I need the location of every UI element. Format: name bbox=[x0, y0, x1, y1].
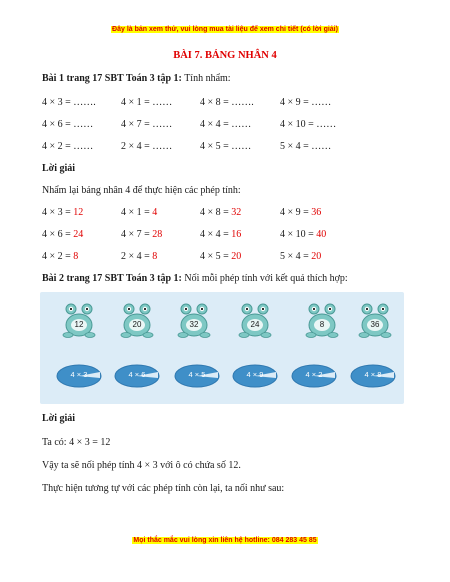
lily-pad-5 bbox=[291, 364, 337, 388]
solution-answer: 20 bbox=[231, 251, 242, 262]
solution-expr: 5 × 4 = bbox=[280, 251, 312, 262]
solution-1-cell bbox=[280, 229, 326, 240]
solution-1-cell bbox=[200, 229, 241, 240]
solution-expr: 4 × 5 = bbox=[200, 251, 232, 262]
solution-expr: 4 × 1 = bbox=[121, 207, 153, 218]
frog-number: 36 bbox=[370, 320, 380, 329]
exercise-1-cell: 4 × 3 = ……. bbox=[42, 97, 96, 108]
solution-expr: 4 × 8 = bbox=[200, 207, 232, 218]
preview-banner bbox=[0, 26, 450, 33]
hotline-banner-text: Mọi thắc mắc vui lòng xin liên hệ hotline: 084 283 45 85 bbox=[133, 537, 317, 544]
solution-1-cell bbox=[200, 207, 241, 218]
frog-icon bbox=[238, 300, 272, 338]
lily-pad-1 bbox=[56, 364, 102, 388]
frog-5 bbox=[305, 300, 339, 338]
exercise-1-cell: 4 × 8 = ……. bbox=[200, 97, 254, 108]
lily-pad-expression: 4 × 9 bbox=[246, 370, 264, 379]
lily-pad-3 bbox=[174, 364, 220, 388]
solution-answer: 12 bbox=[73, 207, 84, 218]
exercise-2-prompt bbox=[42, 273, 348, 284]
frog-1 bbox=[62, 300, 96, 338]
solution-1-intro: Nhẩm lại bảng nhân 4 để thực hiện các phép tính: bbox=[42, 185, 241, 196]
frog-icon bbox=[358, 300, 392, 338]
exercise-1-cell: 4 × 9 = …… bbox=[280, 97, 332, 108]
lily-pad-6 bbox=[350, 364, 396, 388]
frog-number: 20 bbox=[132, 320, 142, 329]
solution-1-cell bbox=[280, 207, 321, 218]
lily-pad-expression: 4 × 3 bbox=[70, 370, 88, 379]
frog-number: 8 bbox=[319, 320, 325, 329]
solution-expr: 4 × 6 = bbox=[42, 229, 74, 240]
solution-answer: 20 bbox=[311, 251, 322, 262]
exercise-1-label: Bài 1 trang 17 SBT Toán 3 tập 1: bbox=[42, 73, 182, 84]
lily-pad-2 bbox=[114, 364, 160, 388]
lesson-title: BÀI 7. BẢNG NHÂN 4 bbox=[173, 50, 277, 61]
exercise-1-cell: 4 × 4 = …… bbox=[200, 119, 252, 130]
solution-expr: 4 × 3 = bbox=[42, 207, 74, 218]
exercise-2-label: Bài 2 trang 17 SBT Toán 3 tập 1: bbox=[42, 273, 182, 284]
frog-number: 32 bbox=[189, 320, 199, 329]
solution-1-cell bbox=[121, 251, 157, 262]
solution-answer: 16 bbox=[231, 229, 242, 240]
frog-icon bbox=[305, 300, 339, 338]
hotline-banner bbox=[0, 537, 450, 544]
frog-2 bbox=[120, 300, 154, 338]
frog-icon bbox=[62, 300, 96, 338]
solution-answer: 28 bbox=[152, 229, 163, 240]
frog-number: 12 bbox=[74, 320, 84, 329]
frog-6 bbox=[358, 300, 392, 338]
solution-1-cell bbox=[280, 251, 321, 262]
solution-1-cell bbox=[121, 207, 157, 218]
solution-expr: 4 × 9 = bbox=[280, 207, 312, 218]
exercise-1-cell: 4 × 5 = …… bbox=[200, 141, 252, 152]
frog-icon bbox=[120, 300, 154, 338]
solution-2-line: Thực hiện tương tự với các phép tính còn lại, ta nối như sau: bbox=[42, 483, 285, 494]
solution-1-cell bbox=[121, 229, 162, 240]
lily-pad-expression: 4 × 2 bbox=[305, 370, 323, 379]
solution-expr: 4 × 7 = bbox=[121, 229, 153, 240]
solution-answer: 4 bbox=[152, 207, 158, 218]
lily-pad-4 bbox=[232, 364, 278, 388]
frog-number: 24 bbox=[250, 320, 260, 329]
exercise-1-cell: 4 × 6 = …… bbox=[42, 119, 94, 130]
solution-expr: 4 × 10 = bbox=[280, 229, 317, 240]
solution-1-heading: Lời giải bbox=[42, 163, 76, 174]
exercise-1-cell: 2 × 4 = …… bbox=[121, 141, 173, 152]
solution-1-cell bbox=[200, 251, 241, 262]
solution-expr: 4 × 2 = bbox=[42, 251, 74, 262]
exercise-1-cell: 4 × 1 = …… bbox=[121, 97, 173, 108]
lily-pad-expression: 4 × 8 bbox=[364, 370, 382, 379]
solution-1-cell bbox=[42, 251, 78, 262]
frog-3 bbox=[177, 300, 211, 338]
frog-matching-illustration bbox=[40, 292, 404, 404]
exercise-1-cell: 4 × 10 = …… bbox=[280, 119, 337, 130]
frog-icon bbox=[177, 300, 211, 338]
solution-answer: 36 bbox=[311, 207, 322, 218]
solution-answer: 8 bbox=[73, 251, 79, 262]
solution-expr: 4 × 4 = bbox=[200, 229, 232, 240]
exercise-1-cell: 4 × 7 = …… bbox=[121, 119, 173, 130]
solution-answer: 8 bbox=[152, 251, 158, 262]
solution-answer: 24 bbox=[73, 229, 84, 240]
exercise-1-cell: 5 × 4 = …… bbox=[280, 141, 332, 152]
frog-4 bbox=[238, 300, 272, 338]
solution-2-line: Ta có: 4 × 3 = 12 bbox=[42, 437, 111, 448]
solution-expr: 2 × 4 = bbox=[121, 251, 153, 262]
exercise-2-text: Nối mỗi phép tính với kết quả thích hợp: bbox=[184, 273, 348, 284]
exercise-1-prompt bbox=[42, 73, 231, 84]
exercise-1-cell: 4 × 2 = …… bbox=[42, 141, 94, 152]
solution-2-line: Vậy ta sẽ nối phép tính 4 × 3 với ô có chứa số 12. bbox=[42, 460, 241, 471]
preview-banner-text: Đây là bản xem thử, vui lòng mua tài liệu để xem chi tiết (có lời giải) bbox=[112, 26, 338, 33]
solution-2-heading: Lời giải bbox=[42, 413, 76, 424]
exercise-1-text: Tính nhẩm: bbox=[184, 73, 231, 84]
solution-1-cell bbox=[42, 207, 83, 218]
solution-1-cell bbox=[42, 229, 83, 240]
solution-answer: 32 bbox=[231, 207, 242, 218]
solution-answer: 40 bbox=[316, 229, 327, 240]
lily-pad-expression: 4 × 6 bbox=[128, 370, 146, 379]
lily-pad-expression: 4 × 5 bbox=[188, 370, 206, 379]
